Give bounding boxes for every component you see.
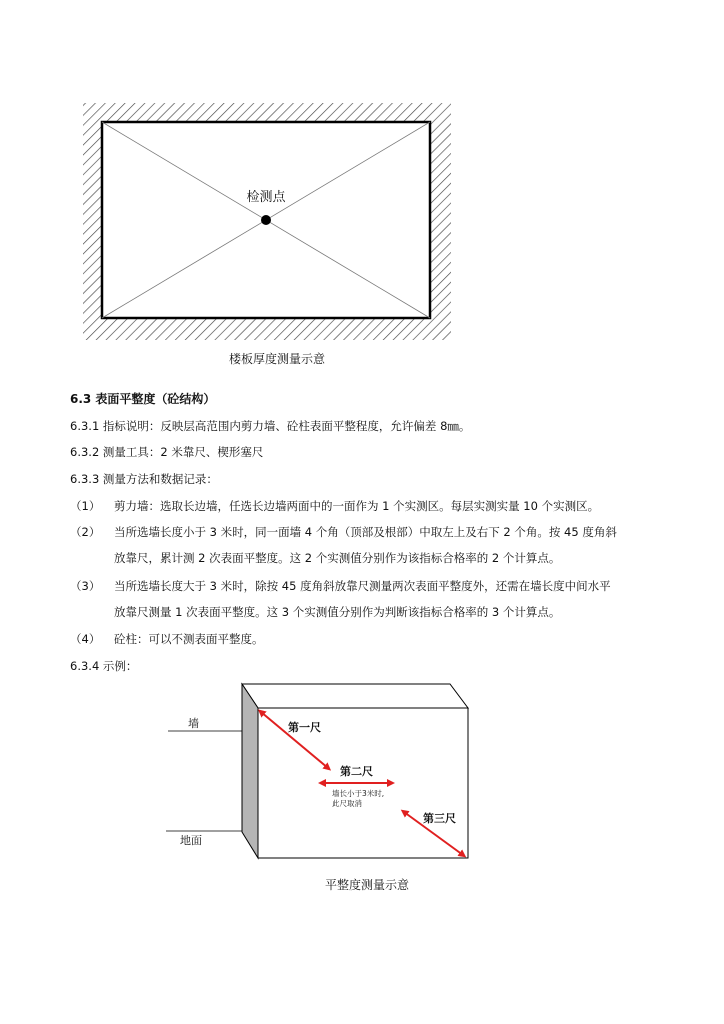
ruler-3-label: 第三尺 <box>423 812 456 825</box>
list-item-text: 当所选墙长度大于 3 米时，除按 45 度角斜放靠尺测量两次表面平整度外，还需在墙长度中间水平 <box>114 579 611 593</box>
section-heading: 6.3 表面平整度（砼结构） <box>70 392 216 406</box>
figure2-caption: 平整度测量示意 <box>325 878 410 892</box>
list-item-number: （4） <box>70 632 101 646</box>
paragraph-6-3-1: 6.3.1 指标说明：反映层高范围内剪力墙、砼柱表面平整程度，允许偏差 8㎜。 <box>70 419 471 433</box>
paragraph-6-3-3: 6.3.3 测量方法和数据记录： <box>70 472 218 486</box>
ruler-2-label: 第二尺 <box>340 765 373 778</box>
wall-top-face <box>242 684 468 708</box>
flatness-diagram <box>0 670 724 900</box>
ruler-2-note-line1: 墙长小于3米时, <box>332 789 385 798</box>
list-item-text: 砼柱：可以不测表面平整度。 <box>114 632 264 646</box>
list-item-number: （3） <box>70 579 101 593</box>
measure-point-dot <box>261 215 271 225</box>
figure1-caption: 楼板厚度测量示意 <box>229 352 326 366</box>
list-item-number: （2） <box>70 525 101 539</box>
wall-side-face <box>242 684 258 858</box>
list-item-number: （1） <box>70 499 101 513</box>
ruler-2-note-line2: 此尺取消 <box>332 799 362 808</box>
paragraph-6-3-4: 6.3.4 示例： <box>70 659 138 673</box>
wall-label: 墙 <box>188 717 199 730</box>
list-item-text: 剪力墙：选取长边墙，任选长边墙两面中的一面作为 1 个实测区。每层实测实量 10 个实测区。 <box>114 499 600 513</box>
ruler-1-label: 第一尺 <box>288 721 321 734</box>
slab-thickness-diagram <box>0 0 724 370</box>
ground-label: 地面 <box>180 834 202 847</box>
measure-point-label: 检测点 <box>246 190 286 205</box>
list-item-continuation: 放靠尺，累计测 2 次表面平整度。这 2 个实测值分别作为该指标合格率的 2 个计算点。 <box>114 551 561 565</box>
list-item-text: 当所选墙长度小于 3 米时，同一面墙 4 个角（顶部及根部）中取左上及右下 2 个角。按 45 度角斜 <box>114 525 617 539</box>
list-item-continuation: 放靠尺测量 1 次表面平整度。这 3 个实测值分别作为判断该指标合格率的 3 个计算点。 <box>114 605 561 619</box>
paragraph-6-3-2: 6.3.2 测量工具：2 米靠尺、楔形塞尺 <box>70 445 264 459</box>
